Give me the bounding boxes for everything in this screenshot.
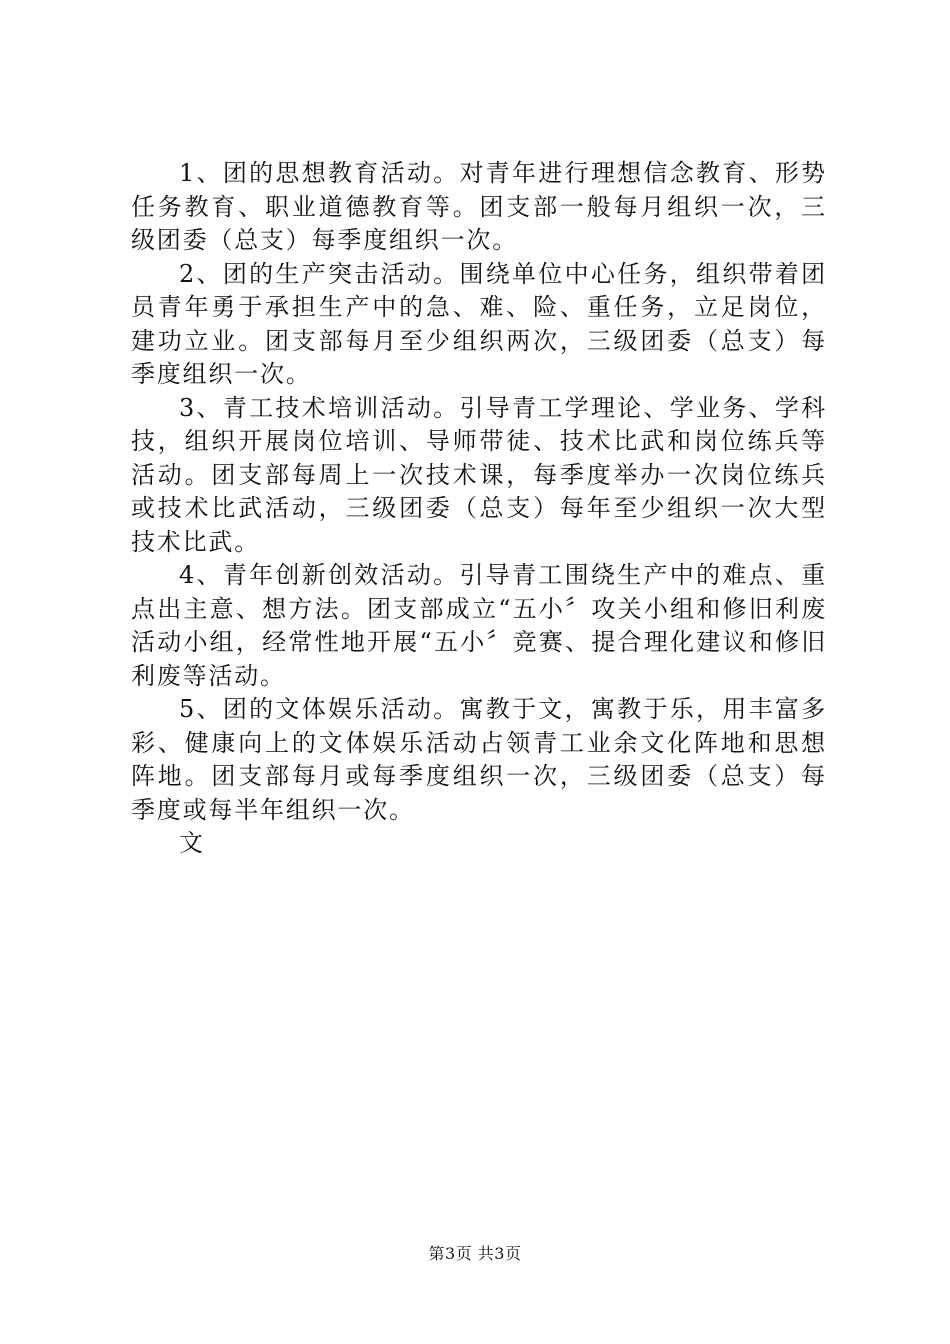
paragraph-item-5: 5、团的文体娱乐活动。寓教于文，寓教于乐，用丰富多彩、健康向上的文体娱乐活动占领青工业余文化阵地和思想阵地。团支部每月或每季度组织一次，三级团委（总支）每季度或每半年组织一次。 [131,695,827,824]
paragraph-item-1: 1、团的思想教育活动。对青年进行理想信念教育、形势任务教育、职业道德教育等。团支部一般每月组织一次，三级团委（总支）每季度组织一次。 [131,159,827,254]
paragraph-item-4: 4、青年创新创效活动。引导青工围绕生产中的难点、重点出主意、想方法。团支部成立“五小〞攻关小组和修旧利废活动小组，经常性地开展“五小〞竞赛、提合理化建议和修旧利废等活动。 [131,561,827,690]
paragraph-item-3: 3、青工技术培训活动。引导青工学理论、学业务、学科技，组织开展岗位培训、导师带徒、技术比武和岗位练兵等活动。团支部每周上一次技术课，每季度举办一次岗位练兵或技术比武活动，三级团委（总支）每年至少组织一次大型技术比武。 [131,393,827,556]
paragraph-fragment: 文 [179,829,205,857]
document-body [131,157,827,861]
paragraph-item-2: 2、团的生产突击活动。围绕单位中心任务，组织带着团员青年勇于承担生产中的急、难、险、重任务，立足岗位，建功立业。团支部每月至少组织两次，三级团委（总支）每季度组织一次。 [131,259,827,388]
page-number-footer: 第3页 共3页 [428,1244,522,1263]
